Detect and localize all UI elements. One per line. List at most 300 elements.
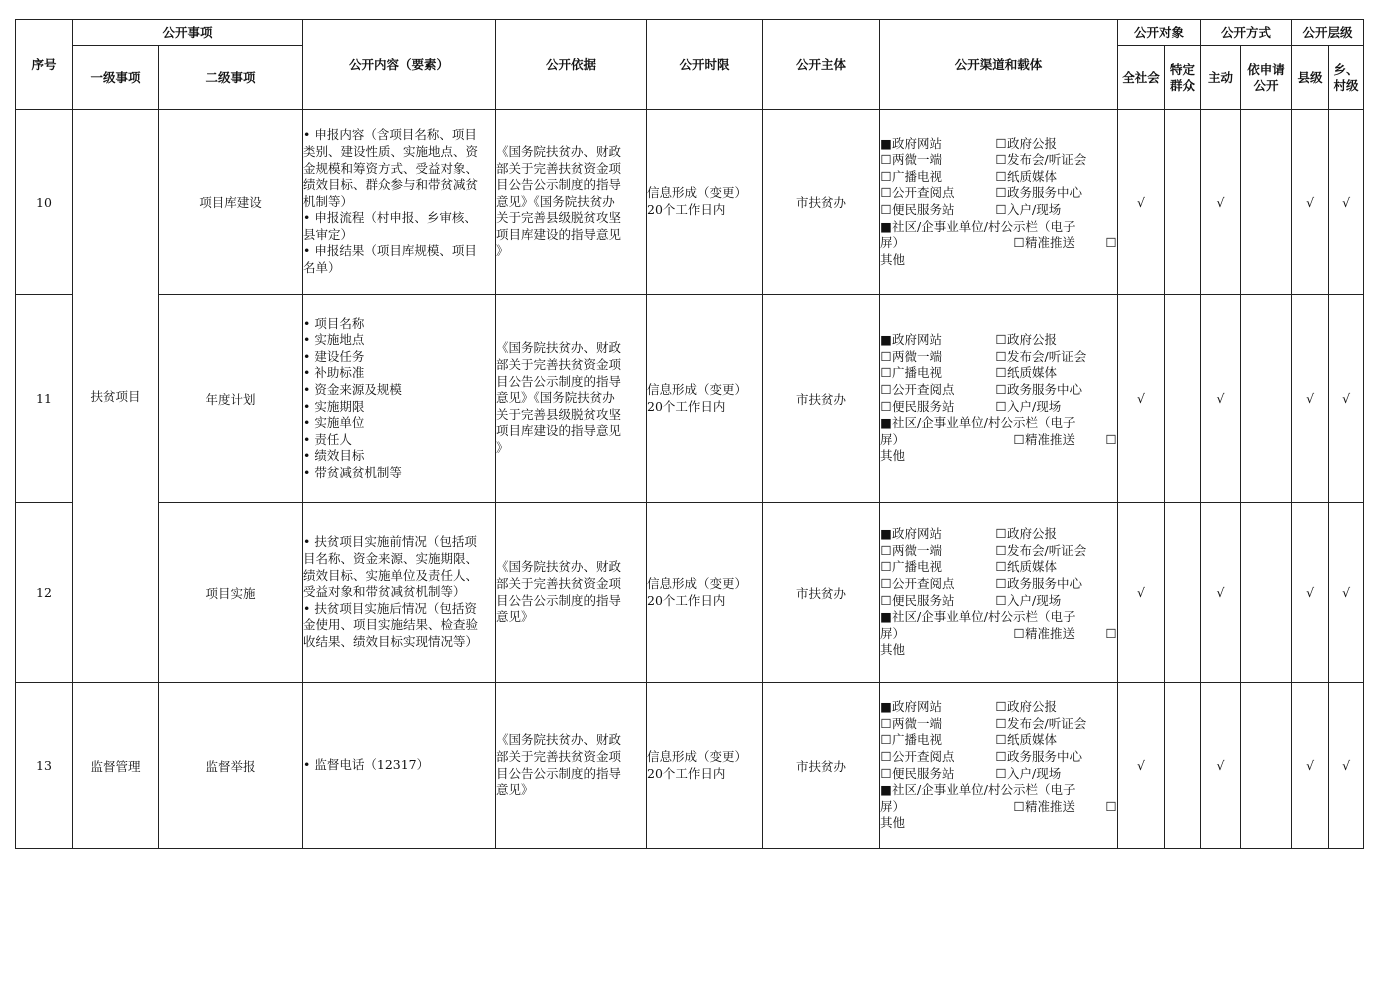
content-line: 机制等） xyxy=(303,193,354,209)
channel-label: 广播电视 xyxy=(892,168,943,184)
checkbox-empty-icon: ☐ xyxy=(995,732,1007,748)
content-line: 目名称、资金来源、实施期限、 xyxy=(303,551,479,567)
deadline-line: 信息形成（变更） xyxy=(647,575,748,591)
checkbox-checked-icon: ■ xyxy=(880,699,892,715)
channel-service-center xyxy=(995,382,1117,399)
checkbox-empty-icon: ☐ xyxy=(995,332,1007,348)
content-line: • 实施地点 xyxy=(303,332,365,348)
content-line: • 绩效目标 xyxy=(303,448,365,464)
check-method-apply xyxy=(1241,683,1292,849)
header-level-county: 县级 xyxy=(1292,46,1329,110)
basis-line: 目公告公示制度的指导 xyxy=(496,592,622,608)
row-channel xyxy=(880,503,1118,683)
channel-label: 纸质媒体 xyxy=(1007,559,1058,575)
row-channel xyxy=(880,683,1118,849)
channel-label: 公开查阅点 xyxy=(892,185,955,201)
checkbox-empty-icon: ☐ xyxy=(995,559,1007,575)
channel-label: 政府网站 xyxy=(892,135,943,151)
checkbox-empty-icon: ☐ xyxy=(995,765,1007,781)
channel-block xyxy=(880,136,1117,269)
channel-label: 两微一端 xyxy=(892,348,943,364)
checkbox-empty-icon: ☐ xyxy=(1013,625,1025,641)
check-object-specific xyxy=(1165,503,1201,683)
checkbox-checked-icon: ■ xyxy=(880,332,892,348)
row-subject: 市扶贫办 xyxy=(763,110,880,295)
row-level1: 扶贫项目 xyxy=(73,110,159,683)
channel-label: 广播电视 xyxy=(892,732,943,748)
checkbox-empty-icon: ☐ xyxy=(880,559,892,575)
checkbox-empty-icon: ☐ xyxy=(995,348,1007,364)
channel-label: 政务服务中心 xyxy=(1007,575,1083,591)
channel-convenience xyxy=(880,399,995,416)
checkbox-empty-icon: ☐ xyxy=(880,592,892,608)
checkbox-empty-icon: ☐ xyxy=(995,185,1007,201)
basis-line: 《国务院扶贫办、财政 xyxy=(496,143,622,159)
channel-label: 两微一端 xyxy=(892,152,943,168)
checkbox-empty-icon: ☐ xyxy=(995,135,1007,151)
channel-push-row xyxy=(880,432,1117,449)
table-row xyxy=(16,503,1364,683)
channel-label: 入户/现场 xyxy=(1007,202,1062,217)
checkbox-empty-icon: ☐ xyxy=(880,732,892,748)
content-line: 类别、建设性质、实施地点、资 xyxy=(303,143,479,159)
check-object-specific xyxy=(1165,295,1201,503)
row-seq: 10 xyxy=(16,110,73,295)
channel-convenience xyxy=(880,202,995,219)
channel-label: 公开查阅点 xyxy=(892,381,955,397)
channel-label: 纸质媒体 xyxy=(1007,168,1058,184)
checkbox-empty-icon: ☐ xyxy=(1105,431,1117,447)
row-basis xyxy=(496,110,647,295)
channel-label: 政务服务中心 xyxy=(1007,381,1083,397)
channel-push xyxy=(1013,799,1075,816)
row-subject: 市扶贫办 xyxy=(763,503,880,683)
checkbox-empty-icon: ☐ xyxy=(880,748,892,764)
check-level-county: √ xyxy=(1292,683,1329,849)
channel-other: 其他 xyxy=(880,251,906,267)
channel-reading xyxy=(880,749,995,766)
check-level-village: √ xyxy=(1329,503,1364,683)
row-subject: 市扶贫办 xyxy=(763,295,880,503)
channel-wechat xyxy=(880,349,995,366)
checkbox-empty-icon: ☐ xyxy=(995,575,1007,591)
check-object-specific xyxy=(1165,683,1201,849)
channel-label: 屏） xyxy=(880,798,906,814)
channel-label: 发布会/听证会 xyxy=(1007,348,1087,364)
content-line: • 责任人 xyxy=(303,431,352,447)
content-line: • 建设任务 xyxy=(303,348,365,364)
header-object-specific xyxy=(1165,46,1201,110)
channel-label: 便民服务站 xyxy=(892,202,955,217)
table-row xyxy=(16,295,1364,503)
check-method-apply xyxy=(1241,503,1292,683)
basis-line: 》 xyxy=(496,439,509,455)
checkbox-empty-icon: ☐ xyxy=(880,185,892,201)
deadline-line: 20个工作日内 xyxy=(647,765,726,781)
check-level-village: √ xyxy=(1329,683,1364,849)
checkbox-empty-icon: ☐ xyxy=(880,202,892,217)
channel-broadcast xyxy=(880,732,995,749)
header-method-apply xyxy=(1241,46,1292,110)
channel-other: 其他 xyxy=(880,642,906,658)
basis-line: 目公告公示制度的指导 xyxy=(496,373,622,389)
content-line: • 扶贫项目实施前情况（包括项 xyxy=(303,534,477,550)
row-content xyxy=(303,503,496,683)
channel-convenience xyxy=(880,593,995,610)
content-line: • 实施单位 xyxy=(303,415,365,431)
basis-line: 关于完善县级脱贫攻坚 xyxy=(496,210,622,226)
checkbox-empty-icon: ☐ xyxy=(880,168,892,184)
channel-paper xyxy=(995,169,1117,186)
checkbox-empty-icon: ☐ xyxy=(1013,431,1025,447)
row-subject: 市扶贫办 xyxy=(763,683,880,849)
check-method-active: √ xyxy=(1201,110,1241,295)
channel-label: 屏） xyxy=(880,235,906,251)
header-level-village xyxy=(1329,46,1364,110)
channel-label: 屏） xyxy=(880,625,906,641)
checkbox-checked-icon: ■ xyxy=(880,609,892,625)
deadline-line: 信息形成（变更） xyxy=(647,748,748,764)
channel-broadcast xyxy=(880,365,995,382)
row-channel xyxy=(880,110,1118,295)
channel-label: 政务服务中心 xyxy=(1007,748,1083,764)
channel-label: 入户/现场 xyxy=(1007,398,1062,414)
channel-label: 社区/企事业单位/村公示栏（电子 xyxy=(892,218,1076,234)
channel-service-center xyxy=(995,749,1117,766)
channel-label: 便民服务站 xyxy=(892,592,955,608)
header-level2: 二级事项 xyxy=(159,46,303,110)
content-line: • 扶贫项目实施后情况（包括资 xyxy=(303,600,477,616)
check-level-village: √ xyxy=(1329,295,1364,503)
channel-service-center xyxy=(995,185,1117,202)
content-line: 绩效目标、群众参与和带贫减贫 xyxy=(303,177,479,193)
channel-reading xyxy=(880,382,995,399)
checkbox-empty-icon: ☐ xyxy=(880,542,892,558)
basis-line: 目公告公示制度的指导 xyxy=(496,765,622,781)
basis-line: 目公告公示制度的指导 xyxy=(496,177,622,193)
channel-press xyxy=(995,152,1117,169)
channel-convenience xyxy=(880,766,995,783)
checkbox-empty-icon: ☐ xyxy=(880,152,892,168)
header-object-specific-line1: 特定 xyxy=(1170,61,1196,77)
checkbox-empty-icon: ☐ xyxy=(880,365,892,381)
row-basis xyxy=(496,683,647,849)
checkbox-empty-icon: ☐ xyxy=(880,348,892,364)
checkbox-empty-icon: ☐ xyxy=(995,398,1007,414)
content-line: 收结果、绩效目标实现情况等） xyxy=(303,633,479,649)
header-level-village-line2: 村级 xyxy=(1333,77,1359,93)
checkbox-empty-icon: ☐ xyxy=(1105,235,1117,251)
row-basis xyxy=(496,503,647,683)
channel-label: 广播电视 xyxy=(892,559,943,575)
channel-other: 其他 xyxy=(880,815,906,831)
channel-other: 其他 xyxy=(880,448,906,464)
header-deadline: 公开时限 xyxy=(647,20,763,110)
header-object-all: 全社会 xyxy=(1118,46,1165,110)
row-deadline xyxy=(647,110,763,295)
checkbox-empty-icon: ☐ xyxy=(1105,798,1117,814)
channel-block xyxy=(880,332,1117,465)
header-method-active: 主动 xyxy=(1201,46,1241,110)
checkbox-checked-icon: ■ xyxy=(880,135,892,151)
content-line: 受益对象和带贫减贫机制等） xyxy=(303,584,466,600)
check-method-active: √ xyxy=(1201,295,1241,503)
content-line: • 项目名称 xyxy=(303,315,365,331)
channel-door xyxy=(995,202,1117,219)
basis-line: 意见》《国务院扶贫办 xyxy=(496,193,615,209)
channel-push-row xyxy=(880,799,1117,816)
channel-door xyxy=(995,399,1117,416)
content-line: 金使用、项目实施结果、检查验 xyxy=(303,617,479,633)
channel-label: 便民服务站 xyxy=(892,398,955,414)
channel-reading xyxy=(880,576,995,593)
row-level2: 年度计划 xyxy=(159,295,303,503)
checkbox-empty-icon: ☐ xyxy=(880,381,892,397)
header-content: 公开内容（要素） xyxy=(303,20,496,110)
channel-gov-bulletin xyxy=(995,332,1117,349)
checkbox-empty-icon: ☐ xyxy=(995,699,1007,715)
row-deadline xyxy=(647,295,763,503)
channel-gov-bulletin xyxy=(995,699,1117,716)
check-level-county: √ xyxy=(1292,110,1329,295)
channel-push xyxy=(1013,432,1075,449)
content-line: • 申报结果（项目库规模、项目 xyxy=(303,243,477,259)
channel-label: 纸质媒体 xyxy=(1007,732,1058,748)
row-deadline xyxy=(647,503,763,683)
check-method-apply xyxy=(1241,295,1292,503)
header-object-specific-line2: 群众 xyxy=(1170,77,1196,93)
content-line: • 实施期限 xyxy=(303,398,365,414)
content-line: • 资金来源及规模 xyxy=(303,381,402,397)
channel-door xyxy=(995,593,1117,610)
row-level1: 监督管理 xyxy=(73,683,159,849)
channel-push xyxy=(1013,235,1075,252)
check-method-apply xyxy=(1241,110,1292,295)
check-object-all: √ xyxy=(1118,503,1165,683)
channel-label: 精准推送 xyxy=(1025,431,1076,447)
channel-community xyxy=(880,782,1117,799)
header-items-group: 公开事项 xyxy=(73,20,303,46)
header-basis: 公开依据 xyxy=(496,20,647,110)
checkbox-empty-icon: ☐ xyxy=(1013,235,1025,251)
channel-press xyxy=(995,543,1117,560)
checkbox-checked-icon: ■ xyxy=(880,218,892,234)
basis-line: 部关于完善扶贫资金项 xyxy=(496,160,622,176)
row-basis xyxy=(496,295,647,503)
channel-label: 入户/现场 xyxy=(1007,765,1062,781)
checkbox-empty-icon: ☐ xyxy=(995,202,1007,217)
header-method-apply-line1: 依申请 xyxy=(1247,61,1285,77)
check-object-all: √ xyxy=(1118,683,1165,849)
deadline-line: 信息形成（变更） xyxy=(647,381,748,397)
channel-label: 政府公报 xyxy=(1007,135,1058,151)
content-line: • 补助标准 xyxy=(303,365,365,381)
content-line: 绩效目标、实施单位及责任人、 xyxy=(303,567,479,583)
channel-press xyxy=(995,349,1117,366)
basis-line: 部关于完善扶贫资金项 xyxy=(496,575,622,591)
header-method-apply-line2: 公开 xyxy=(1253,77,1279,93)
checkbox-empty-icon: ☐ xyxy=(995,168,1007,184)
basis-line: 项目库建设的指导意见 xyxy=(496,226,622,242)
checkbox-checked-icon: ■ xyxy=(880,782,892,798)
basis-line: 《国务院扶贫办、财政 xyxy=(496,732,622,748)
basis-line: 项目库建设的指导意见 xyxy=(496,423,622,439)
row-channel xyxy=(880,295,1118,503)
basis-line: 意见》《国务院扶贫办 xyxy=(496,390,615,406)
checkbox-empty-icon: ☐ xyxy=(1105,625,1117,641)
check-level-village: √ xyxy=(1329,110,1364,295)
channel-label: 社区/企事业单位/村公示栏（电子 xyxy=(892,609,1076,625)
row-content xyxy=(303,110,496,295)
table-row xyxy=(16,110,1364,295)
table-row xyxy=(16,683,1364,849)
channel-label: 两微一端 xyxy=(892,542,943,558)
channel-gov-bulletin xyxy=(995,526,1117,543)
checkbox-empty-icon: ☐ xyxy=(880,765,892,781)
basis-line: 关于完善县级脱贫攻坚 xyxy=(496,406,622,422)
channel-label: 政务服务中心 xyxy=(1007,185,1083,201)
checkbox-empty-icon: ☐ xyxy=(995,715,1007,731)
channel-label: 广播电视 xyxy=(892,365,943,381)
deadline-line: 信息形成（变更） xyxy=(647,185,748,201)
basis-line: 意见》 xyxy=(496,782,534,798)
checkbox-empty-icon: ☐ xyxy=(1013,798,1025,814)
basis-line: 《国务院扶贫办、财政 xyxy=(496,559,622,575)
channel-label: 政府公报 xyxy=(1007,526,1058,542)
checkbox-empty-icon: ☐ xyxy=(995,748,1007,764)
header-method-group: 公开方式 xyxy=(1201,20,1292,46)
channel-label: 纸质媒体 xyxy=(1007,365,1058,381)
deadline-line: 20个工作日内 xyxy=(647,398,726,414)
channel-label: 便民服务站 xyxy=(892,765,955,781)
row-level2: 项目实施 xyxy=(159,503,303,683)
channel-label: 精准推送 xyxy=(1025,235,1076,251)
check-level-county: √ xyxy=(1292,503,1329,683)
checkbox-empty-icon: ☐ xyxy=(995,152,1007,168)
channel-label: 精准推送 xyxy=(1025,625,1076,641)
channel-push xyxy=(1013,626,1075,643)
deadline-line: 20个工作日内 xyxy=(647,202,726,217)
content-line: • 申报流程（村申报、乡审核、 xyxy=(303,210,477,226)
checkbox-checked-icon: ■ xyxy=(880,415,892,431)
channel-paper xyxy=(995,365,1117,382)
channel-community xyxy=(880,609,1117,626)
basis-line: 《国务院扶贫办、财政 xyxy=(496,340,622,356)
channel-community xyxy=(880,219,1117,236)
checkbox-empty-icon: ☐ xyxy=(995,526,1007,542)
header-seq: 序号 xyxy=(16,20,73,110)
content-line: 县审定） xyxy=(303,226,354,242)
channel-label: 公开查阅点 xyxy=(892,748,955,764)
channel-broadcast xyxy=(880,169,995,186)
channel-community xyxy=(880,415,1117,432)
channel-press xyxy=(995,716,1117,733)
check-object-specific xyxy=(1165,110,1201,295)
checkbox-empty-icon: ☐ xyxy=(995,542,1007,558)
channel-gov-site xyxy=(880,332,995,349)
channel-gov-bulletin xyxy=(995,136,1117,153)
channel-reading xyxy=(880,185,995,202)
basis-line: 部关于完善扶贫资金项 xyxy=(496,748,622,764)
checkbox-empty-icon: ☐ xyxy=(880,575,892,591)
header-level-village-line1: 乡、 xyxy=(1333,61,1359,77)
channel-broadcast xyxy=(880,559,995,576)
channel-gov-site xyxy=(880,526,995,543)
channel-label: 屏） xyxy=(880,431,906,447)
channel-wechat xyxy=(880,716,995,733)
channel-label: 政府网站 xyxy=(892,332,943,348)
header-level1: 一级事项 xyxy=(73,46,159,110)
content-line: • 监督电话（12317） xyxy=(303,757,430,773)
channel-label: 两微一端 xyxy=(892,715,943,731)
basis-line: 意见》 xyxy=(496,609,534,625)
check-object-all: √ xyxy=(1118,295,1165,503)
channel-gov-site xyxy=(880,136,995,153)
channel-label: 政府公报 xyxy=(1007,699,1058,715)
content-line: • 申报内容（含项目名称、项目 xyxy=(303,127,477,143)
check-method-active: √ xyxy=(1201,683,1241,849)
checkbox-empty-icon: ☐ xyxy=(880,398,892,414)
content-line: 名单） xyxy=(303,260,341,276)
checkbox-empty-icon: ☐ xyxy=(995,365,1007,381)
row-seq: 11 xyxy=(16,295,73,503)
deadline-line: 20个工作日内 xyxy=(647,592,726,608)
content-line: • 带贫减贫机制等 xyxy=(303,464,402,480)
row-deadline xyxy=(647,683,763,849)
channel-service-center xyxy=(995,576,1117,593)
header-channel: 公开渠道和载体 xyxy=(880,20,1118,110)
channel-block xyxy=(880,526,1117,659)
row-seq: 12 xyxy=(16,503,73,683)
row-level2: 监督举报 xyxy=(159,683,303,849)
channel-push-row xyxy=(880,626,1117,643)
channel-wechat xyxy=(880,543,995,560)
channel-label: 社区/企事业单位/村公示栏（电子 xyxy=(892,782,1076,798)
channel-label: 政府网站 xyxy=(892,526,943,542)
basis-line: 部关于完善扶贫资金项 xyxy=(496,357,622,373)
channel-wechat xyxy=(880,152,995,169)
channel-label: 公开查阅点 xyxy=(892,575,955,591)
channel-label: 社区/企事业单位/村公示栏（电子 xyxy=(892,415,1076,431)
channel-paper xyxy=(995,559,1117,576)
channel-gov-site xyxy=(880,699,995,716)
channel-label: 发布会/听证会 xyxy=(1007,152,1087,168)
check-object-all: √ xyxy=(1118,110,1165,295)
basis-line: 》 xyxy=(496,243,509,259)
row-content xyxy=(303,295,496,503)
channel-label: 发布会/听证会 xyxy=(1007,542,1087,558)
channel-label: 政府网站 xyxy=(892,699,943,715)
header-level-group: 公开层级 xyxy=(1292,20,1364,46)
check-method-active: √ xyxy=(1201,503,1241,683)
channel-label: 入户/现场 xyxy=(1007,592,1062,608)
channel-paper xyxy=(995,732,1117,749)
checkbox-empty-icon: ☐ xyxy=(995,381,1007,397)
header-object-group: 公开对象 xyxy=(1118,20,1201,46)
content-line: 金规模和筹资方式、受益对象、 xyxy=(303,160,479,176)
row-seq: 13 xyxy=(16,683,73,849)
channel-push-row xyxy=(880,235,1117,252)
row-level2: 项目库建设 xyxy=(159,110,303,295)
checkbox-empty-icon: ☐ xyxy=(880,715,892,731)
channel-block xyxy=(880,699,1117,832)
checkbox-checked-icon: ■ xyxy=(880,526,892,542)
row-content xyxy=(303,683,496,849)
channel-label: 精准推送 xyxy=(1025,798,1076,814)
check-level-county: √ xyxy=(1292,295,1329,503)
header-subject: 公开主体 xyxy=(763,20,880,110)
channel-door xyxy=(995,766,1117,783)
